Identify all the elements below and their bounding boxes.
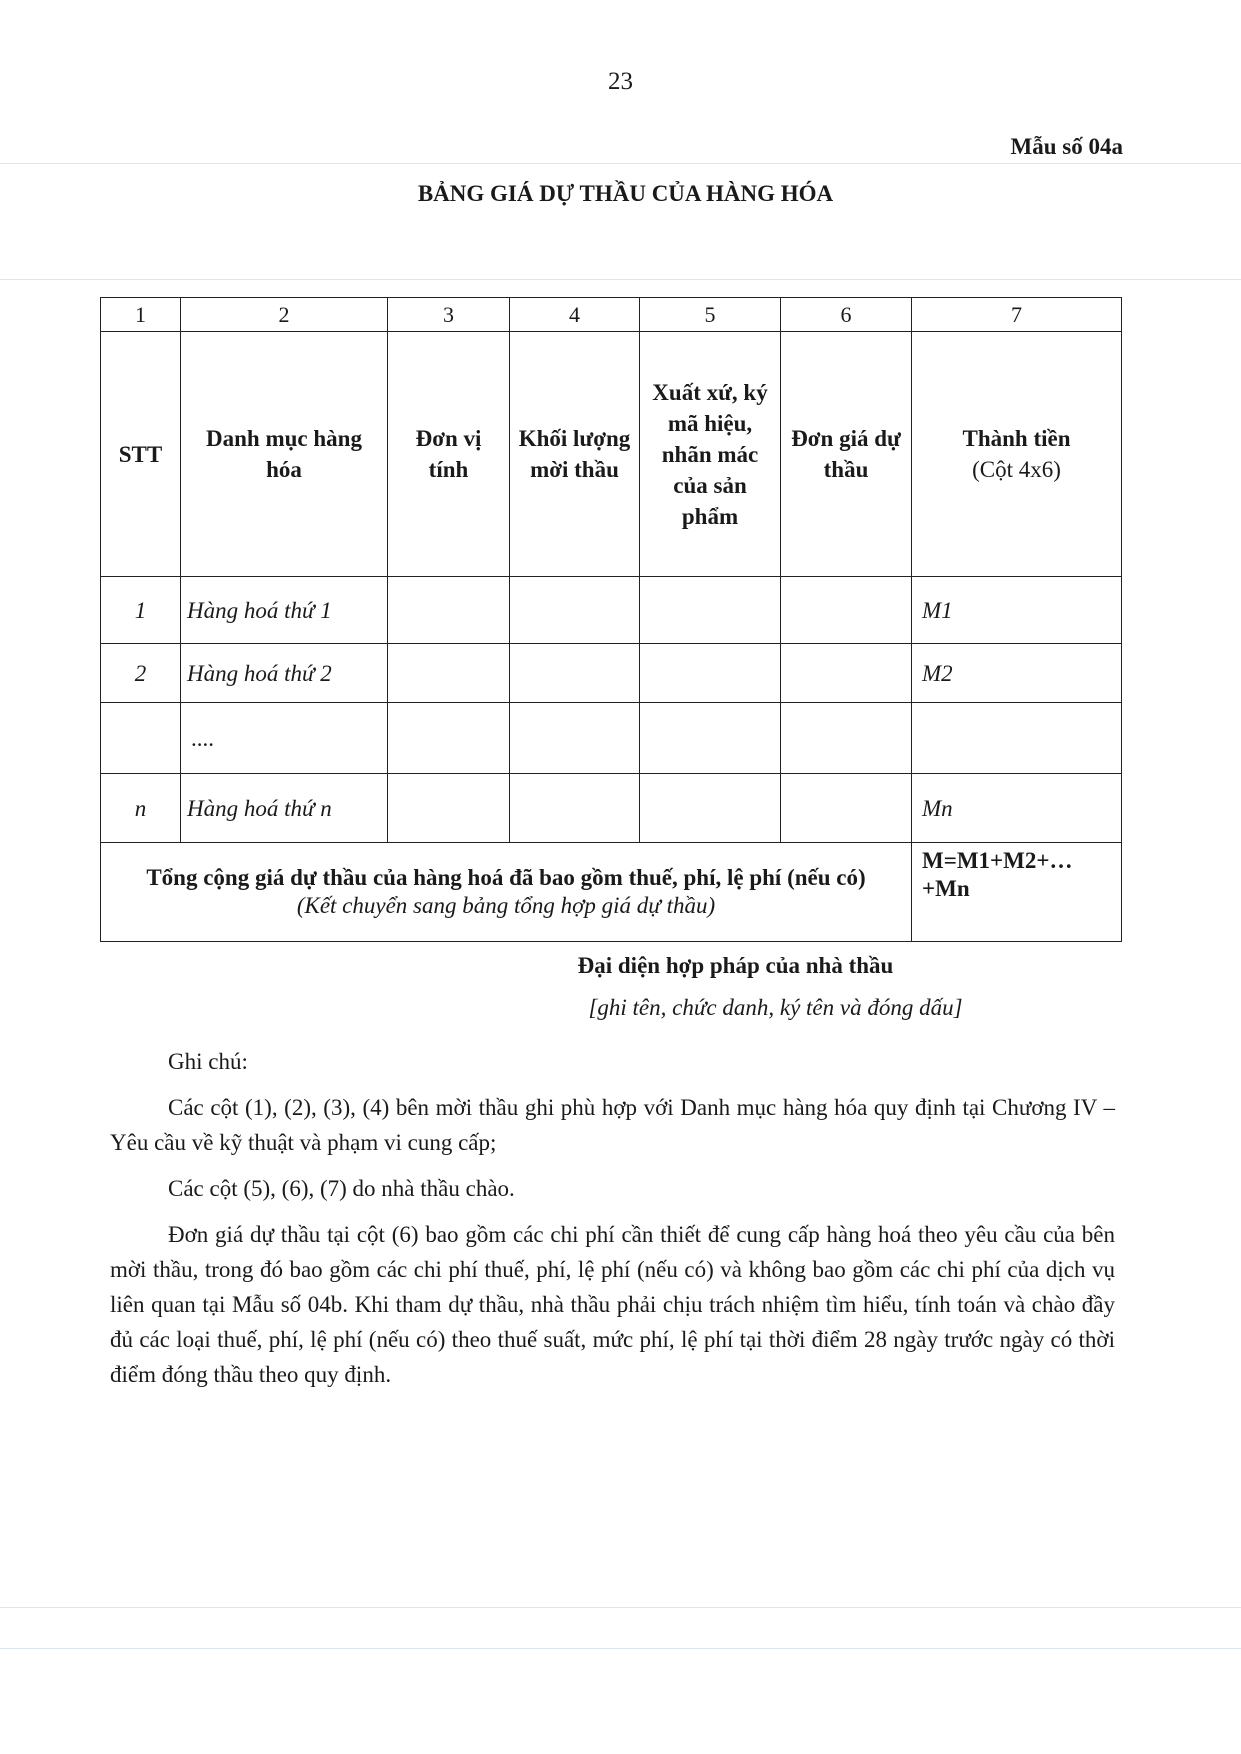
header-amount-formula: (Cột 4x6)	[972, 457, 1061, 482]
header-origin: Xuất xứ, ký mã hiệu, nhãn mác của sản phẩm	[640, 332, 781, 577]
row-origin	[640, 774, 781, 843]
row-origin	[640, 577, 781, 644]
column-number: 4	[510, 298, 640, 332]
notes-paragraph: Các cột (1), (2), (3), (4) bên mời thầu ghi phù hợp với Danh mục hàng hóa quy định tại Chương IV – Yêu cầu về kỹ thuật và phạm vi cung cấp;	[110, 1095, 1115, 1155]
row-unit	[388, 703, 510, 774]
bid-price-table	[100, 297, 1122, 942]
row-quantity	[510, 703, 640, 774]
total-formula: M=M1+M2+…+Mn	[912, 843, 1122, 942]
page-number: 23	[608, 68, 633, 95]
row-unit	[388, 774, 510, 843]
header-amount	[912, 332, 1122, 577]
row-quantity	[510, 774, 640, 843]
scan-line	[0, 1607, 1241, 1608]
row-unit-price	[781, 703, 912, 774]
notes-heading: Ghi chú:	[168, 1049, 248, 1074]
total-note: (Kết chuyển sang bảng tổng hợp giá dự thầu)	[296, 893, 716, 918]
column-number: 7	[912, 298, 1122, 332]
document-title: BẢNG GIÁ DỰ THẦU CỦA HÀNG HÓA	[417, 181, 834, 206]
header-amount-title: Thành tiền	[962, 426, 1071, 451]
total-label: Tổng cộng giá dự thầu của hàng hoá đã bao gồm thuế, phí, lệ phí (nếu có)	[146, 865, 866, 890]
table-header-row	[101, 332, 1122, 577]
row-origin	[640, 644, 781, 703]
row-amount: Mn	[912, 774, 1122, 843]
header-stt: STT	[101, 332, 181, 577]
header-unit-price: Đơn giá dự thầu	[781, 332, 912, 577]
notes-paragraph: Đơn giá dự thầu tại cột (6) bao gồm các chi phí cần thiết để cung cấp hàng hoá theo yêu cầu của bên mời thầu, trong đó bao gồm các chi phí thuế, phí, lệ phí (nếu có) và không bao gồm các chi phí của dịch vụ liên quan tại Mẫu số 04b. Khi tham dự thầu, nhà thầu phải chịu trách nhiệm tìm hiểu, tính toán và chào đầy đủ các loại thuế, phí, lệ phí (nếu có) theo thuế suất, mức phí, lệ phí tại thời điểm 28 ngày trước ngày có thời điểm đóng thầu theo quy định.	[110, 1222, 1115, 1387]
header-item-name: Danh mục hàng hóa	[181, 332, 388, 577]
total-label-cell	[101, 843, 912, 942]
total-row	[101, 843, 1122, 942]
row-stt	[101, 703, 181, 774]
row-amount: M1	[912, 577, 1122, 644]
row-unit-price	[781, 644, 912, 703]
table-row	[101, 703, 1122, 774]
scan-line	[0, 163, 1241, 164]
notes-section	[110, 1044, 1115, 1403]
table-row	[101, 774, 1122, 843]
column-number: 5	[640, 298, 781, 332]
row-item-name: Hàng hoá thứ 1	[181, 577, 388, 644]
row-origin	[640, 703, 781, 774]
row-unit-price	[781, 774, 912, 843]
row-item-name: ....	[181, 703, 388, 774]
form-code: Mẫu số 04a	[1010, 134, 1123, 159]
row-amount	[912, 703, 1122, 774]
column-number: 3	[388, 298, 510, 332]
column-number: 1	[101, 298, 181, 332]
table-row	[101, 577, 1122, 644]
notes-paragraph: Các cột (5), (6), (7) do nhà thầu chào.	[168, 1176, 515, 1201]
row-stt: n	[101, 774, 181, 843]
column-number: 2	[181, 298, 388, 332]
row-unit	[388, 644, 510, 703]
row-stt: 2	[101, 644, 181, 703]
row-unit-price	[781, 577, 912, 644]
header-quantity: Khối lượng mời thầu	[510, 332, 640, 577]
row-unit	[388, 577, 510, 644]
row-item-name: Hàng hoá thứ 2	[181, 644, 388, 703]
scan-line	[0, 279, 1241, 280]
column-number-row	[101, 298, 1122, 332]
table-row	[101, 644, 1122, 703]
row-stt: 1	[101, 577, 181, 644]
row-item-name: Hàng hoá thứ n	[181, 774, 388, 843]
column-number: 6	[781, 298, 912, 332]
signature-title: Đại diện hợp pháp của nhà thầu	[577, 953, 894, 978]
row-quantity	[510, 577, 640, 644]
row-quantity	[510, 644, 640, 703]
scan-line	[0, 1648, 1241, 1649]
signature-note: [ghi tên, chức danh, ký tên và đóng dấu]	[588, 995, 963, 1020]
header-unit: Đơn vị tính	[388, 332, 510, 577]
row-amount: M2	[912, 644, 1122, 703]
